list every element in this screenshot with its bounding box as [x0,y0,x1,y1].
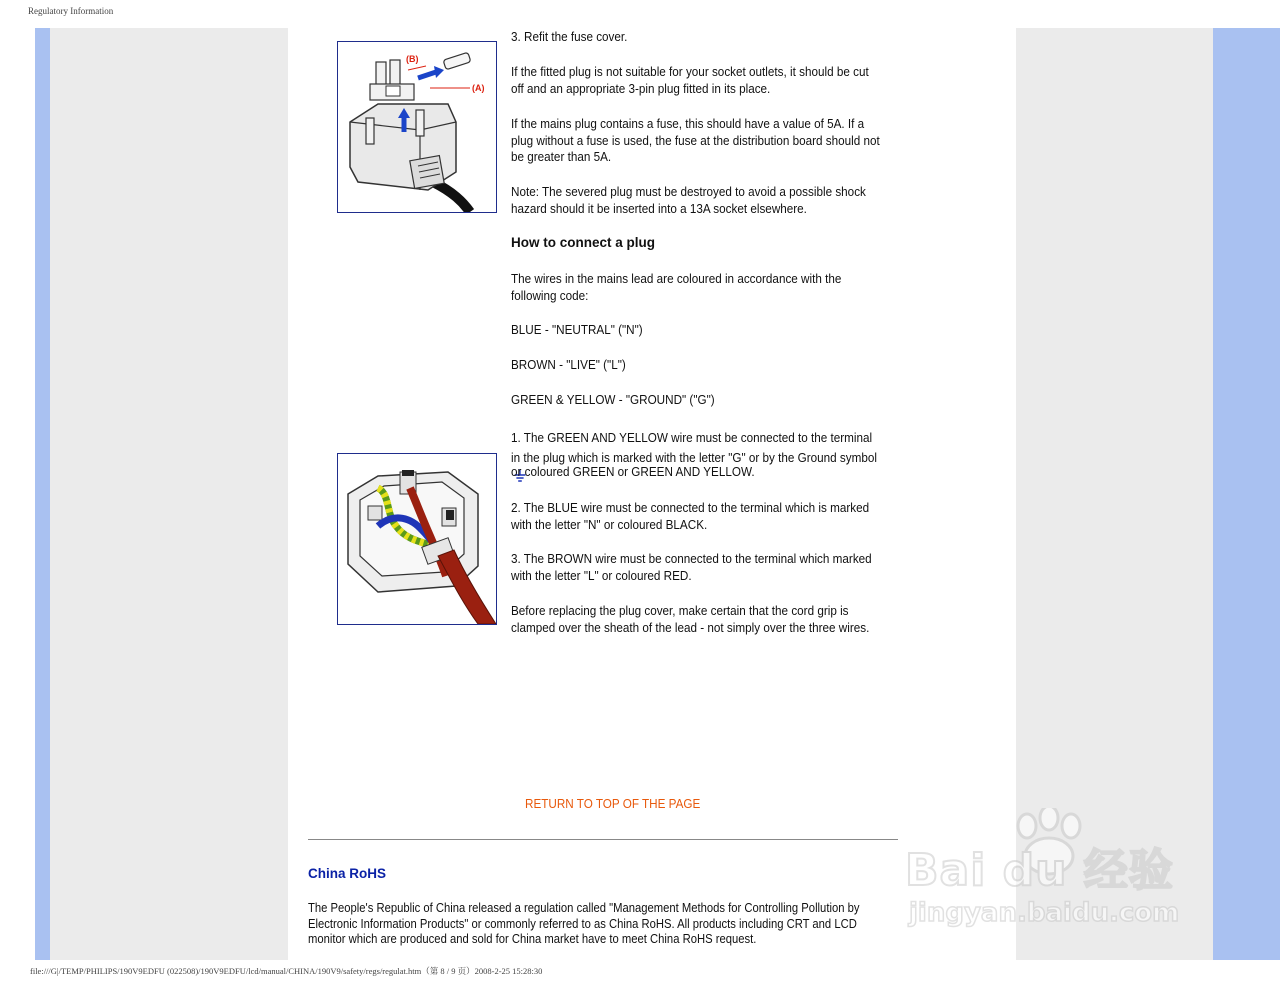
return-to-top-link[interactable]: RETURN TO TOP OF THE PAGE [525,796,701,811]
para-note-severed-plug: Note: The severed plug must be destroyed to avoid a possible shock hazard should it be inserted into a 13A socket elsewhere. [511,184,866,216]
code-blue: BLUE - "NEUTRAL" ("N") [511,322,643,337]
fig-label-a: (A) [472,83,485,93]
code-brown: BROWN - "LIVE" ("L") [511,357,626,372]
left-side-stripe [35,28,50,960]
step1-text-a: 1. The GREEN AND YELLOW wire must be connected to the terminal in the plug which is marked with the letter "G" or by the Ground symbol [511,430,877,465]
para-plug-not-suitable: If the fitted plug is not suitable for your socket outlets, it should be cut off and an appropriate 3-pin plug fitted in its place. [511,64,869,96]
fig-label-b: (B) [406,54,419,64]
china-rohs-body: The People's Republic of China released a regulation called "Management Methods for Controlling Pollution by Electronic Information Products" or commonly referred to as China RoHS. All products including CRT and LCD monitor which are produced and sold for China market have to meet China RoHS request. [308,901,860,946]
right-side-stripe [1213,28,1280,960]
footer-file-path: file:///G|/TEMP/PHILIPS/190V9EDFU (022508)/190V9EDFU/lcd/manual/CHINA/190V9/safety/regs/regulat.htm（第 8 / 9 页）2008-2-25 15:28:30 [30,966,543,976]
heading-how-to-connect: How to connect a plug [511,235,655,250]
para-fuse-value: If the mains plug contains a fuse, this should have a value of 5A. If a plug without a fuse is used, the fuse at the distribution board should not be greater than 5A. [511,116,880,164]
watermark-url: jingyan.baidu.com [909,898,1180,928]
step3-refit-fuse: 3. Refit the fuse cover. [511,29,628,44]
para-before-cover: Before replacing the plug cover, make certain that the cord grip is clamped over the sheath of the lead - not simply over the three wires. [511,603,870,635]
watermark-brand: Bai du 经验 [905,845,1174,896]
baidu-watermark [905,812,1205,942]
step1-text-b: or coloured GREEN or GREEN AND YELLOW. [511,464,755,479]
code-green-yellow: GREEN & YELLOW - "GROUND" ("G") [511,392,715,407]
china-rohs-title: China RoHS [308,866,387,881]
step2-blue-wire: 2. The BLUE wire must be connected to the terminal which is marked with the letter "N" or coloured BLACK. [511,500,870,532]
plug-wiring-figure [337,453,497,625]
page-header-title: Regulatory Information [28,6,114,16]
fuse-cover-figure [337,41,497,213]
step3-brown-wire: 3. The BROWN wire must be connected to the terminal which marked with the letter "L" or coloured RED. [511,551,872,583]
left-side-panel [50,28,288,960]
para-wire-colour-intro: The wires in the mains lead are coloured in accordance with the following code: [511,271,842,303]
section-divider [308,839,898,840]
